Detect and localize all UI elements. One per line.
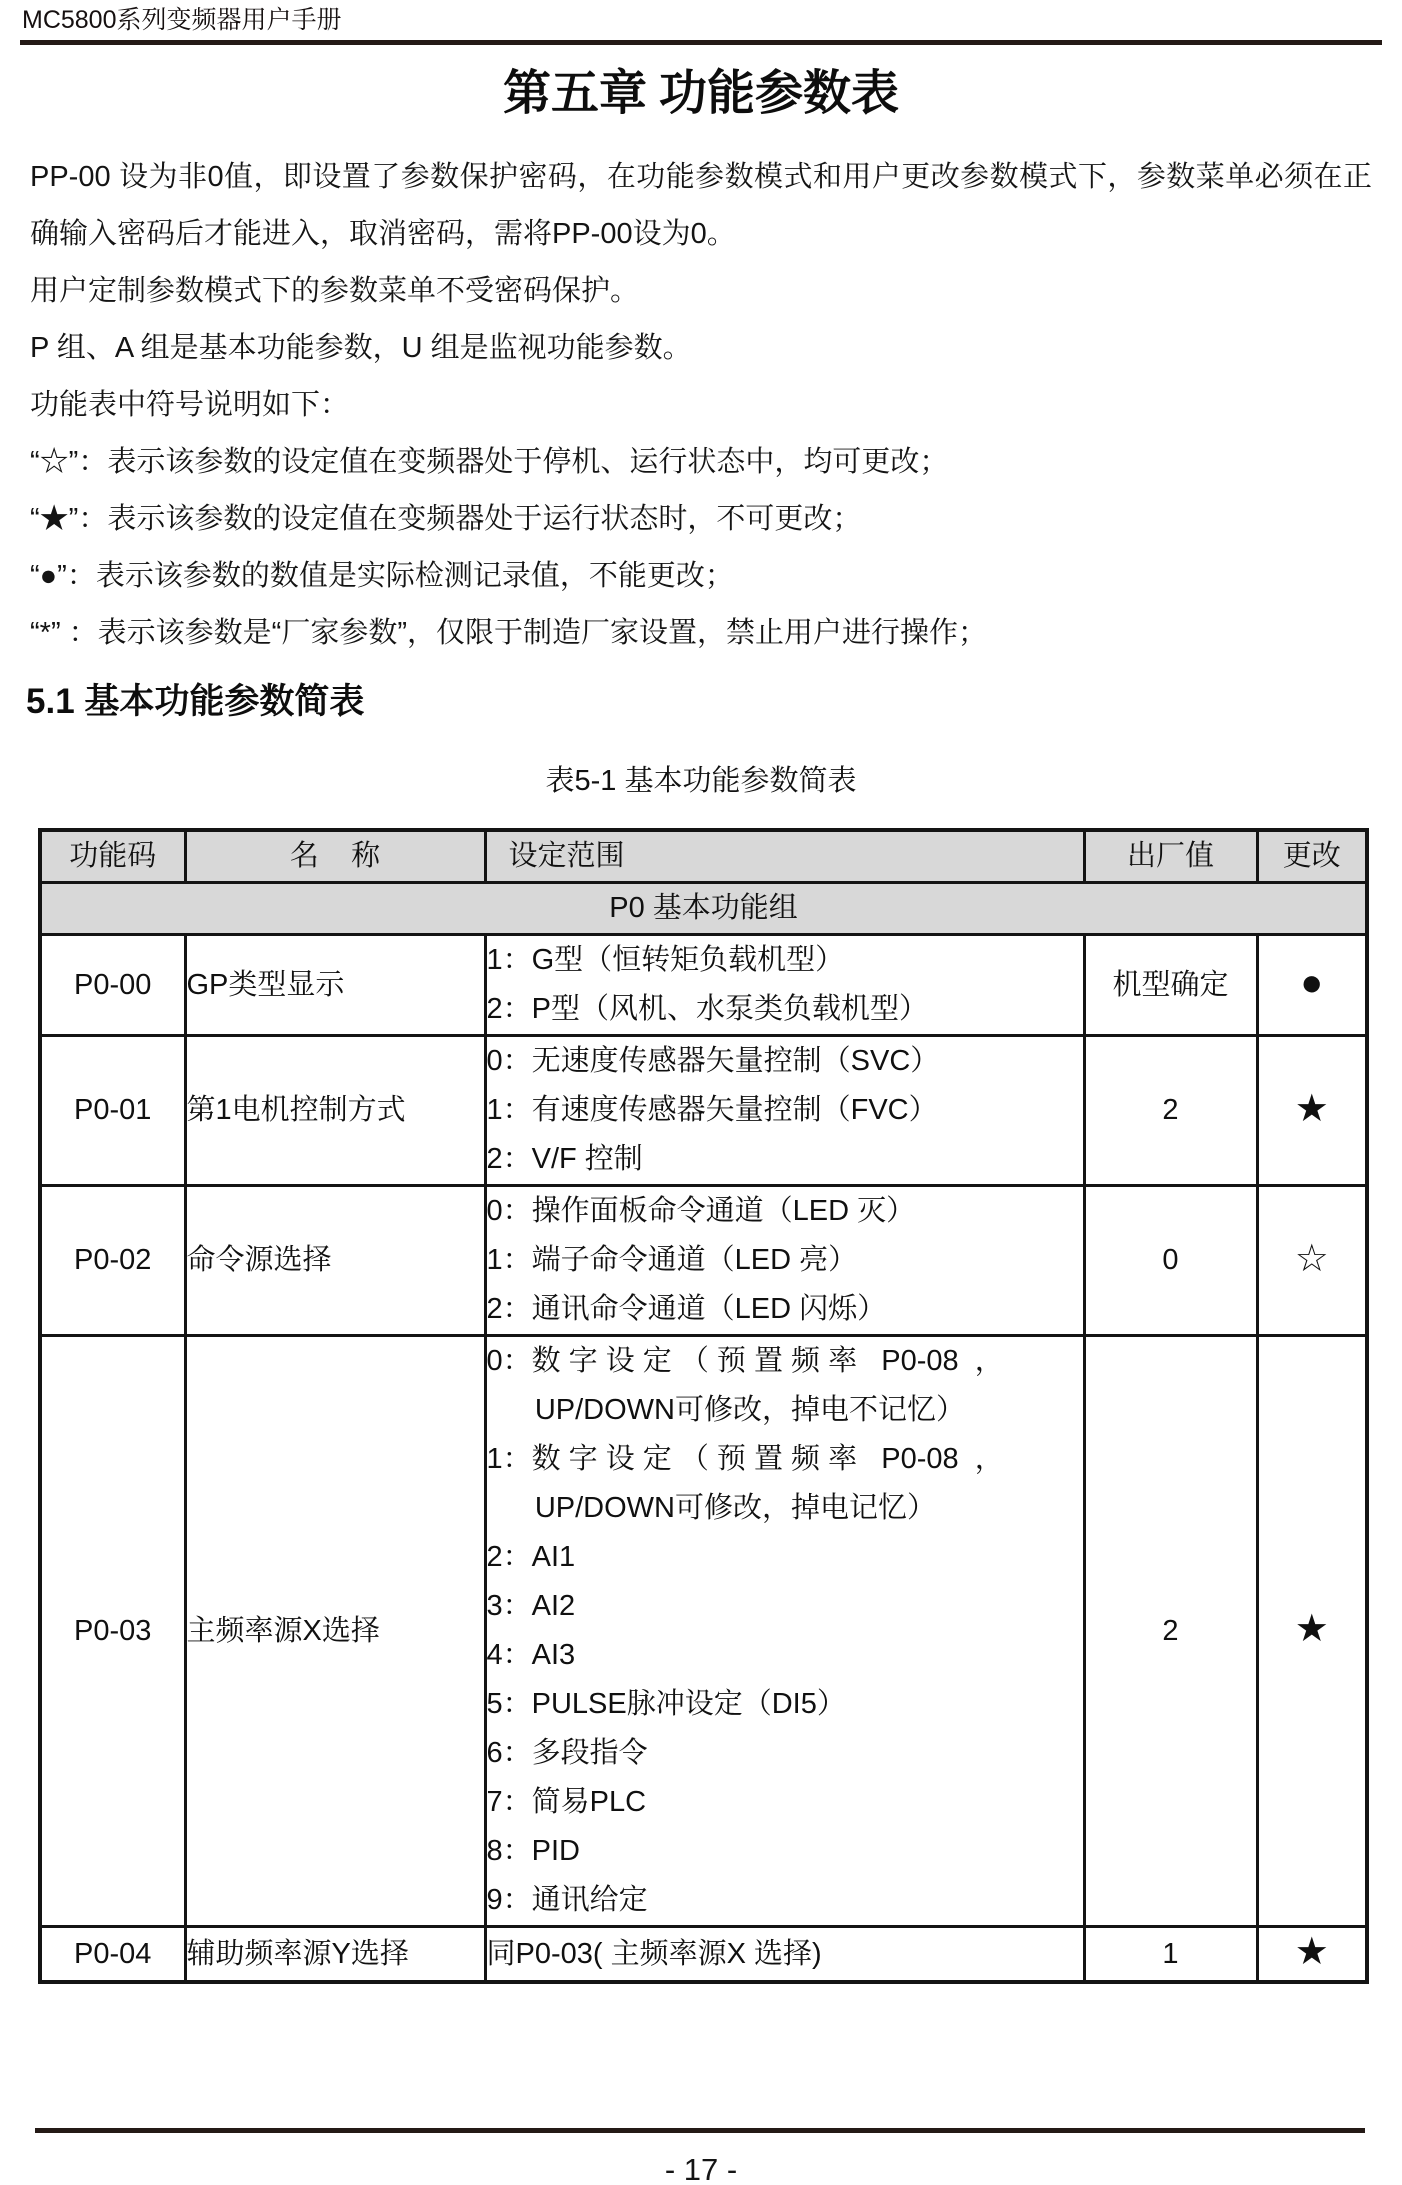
- range-line: 1：端子命令通道（LED 亮）: [486, 1244, 858, 1276]
- setting-range-cell: [485, 935, 1084, 1036]
- param-code-cell: P0-00: [40, 935, 185, 1036]
- range-line: 2：通讯命令通道（LED 闪烁）: [486, 1293, 887, 1325]
- intro-paragraph: 功能表中符号说明如下：: [30, 389, 350, 421]
- filled-star-icon: ★: [1294, 1608, 1329, 1650]
- change-flag-cell: [1257, 1927, 1367, 1983]
- param-name-cell: 辅助频率源Y选择: [185, 1927, 485, 1983]
- param-code-cell: P0-04: [40, 1927, 185, 1983]
- section-heading: 5.1 基本功能参数简表: [26, 682, 365, 721]
- table-row: [40, 1336, 1367, 1927]
- page-number: - 17 -: [664, 2152, 738, 2185]
- footer-divider: [35, 2128, 1365, 2133]
- range-line: 2：V/F 控制: [486, 1143, 643, 1175]
- intro-section: [30, 149, 1372, 662]
- factory-value-cell: 2: [1084, 1336, 1257, 1927]
- filled-star-icon: ★: [1294, 1087, 1329, 1130]
- range-line: 2：P型（风机、水泵类负载机型）: [486, 993, 928, 1025]
- range-line: 1：G型（恒转矩负载机型）: [486, 944, 845, 976]
- filled-circle-icon: ●: [1300, 962, 1324, 1004]
- symbol-legend-item-filled-circle: “●”：表示该参数的数值是实际检测记录值，不能更改；: [30, 560, 734, 592]
- intro-paragraph: PP-00 设为非0值，即设置了参数保护密码，在功能参数模式和用户更改参数模式下，参数菜单必须在正确输入密码后才能进入，取消密码，需将PP-00设为0。: [30, 161, 1372, 250]
- open-star-icon: ☆: [1294, 1237, 1329, 1280]
- factory-value-cell: 0: [1084, 1186, 1257, 1336]
- column-header-function-code: 功能码: [40, 830, 185, 883]
- param-name-cell: 命令源选择: [185, 1186, 485, 1336]
- range-line: 1：数 字 设 定 （ 预 置 频 率 P0-08 ，: [486, 1443, 1004, 1475]
- change-flag-cell: [1257, 1186, 1367, 1336]
- change-flag-cell: [1257, 935, 1367, 1036]
- filled-star-icon: ★: [1294, 1931, 1329, 1973]
- table-row: [40, 1927, 1367, 1983]
- symbol-legend-item-filled-star: “★”：表示该参数的设定值在变频器处于运行状态时，不可更改；: [30, 503, 862, 535]
- range-line: 同P0-03( 主频率源X 选择): [486, 1937, 822, 1970]
- param-code-cell: P0-03: [40, 1336, 185, 1927]
- range-line: 0：操作面板命令通道（LED 灭）: [486, 1195, 916, 1227]
- intro-paragraph: 用户定制参数模式下的参数菜单不受密码保护。: [30, 275, 640, 307]
- param-code-cell: P0-02: [40, 1186, 185, 1336]
- manual-header-title: MC5800系列变频器用户手册: [22, 6, 342, 34]
- param-name-cell: GP类型显示: [185, 935, 485, 1036]
- range-line: 5：PULSE脉冲设定（DI5）: [486, 1688, 846, 1720]
- setting-range-cell: [485, 1927, 1084, 1983]
- range-line: UP/DOWN可修改，掉电记忆）: [486, 1492, 937, 1524]
- chapter-title: 第五章 功能参数表: [502, 67, 899, 120]
- symbol-legend-item-open-star: “☆”：表示该参数的设定值在变频器处于停机、运行状态中，均可更改；: [30, 446, 949, 478]
- factory-value-cell: 机型确定: [1084, 935, 1257, 1036]
- symbol-legend-item-asterisk: “*” ：表示该参数是“厂家参数”，仅限于制造厂家设置，禁止用户进行操作；: [30, 617, 987, 649]
- column-header-factory-value: 出厂值: [1084, 830, 1257, 883]
- range-line: 4：AI3: [486, 1639, 576, 1671]
- table-header-row: [40, 830, 1367, 883]
- range-line: 8：PID: [486, 1835, 580, 1867]
- param-name-cell: 主频率源X选择: [185, 1336, 485, 1927]
- range-line: 0：无速度传感器矢量控制（SVC）: [486, 1045, 940, 1077]
- param-code-cell: P0-01: [40, 1036, 185, 1186]
- range-line: 6：多段指令: [486, 1737, 648, 1769]
- table-caption: 表5-1 基本功能参数简表: [545, 765, 857, 797]
- table-row: [40, 935, 1367, 1036]
- column-header-setting-range: 设定范围: [485, 830, 1084, 883]
- table-row: [40, 1036, 1367, 1186]
- column-header-name: 名 称: [185, 830, 485, 883]
- setting-range-cell: [485, 1186, 1084, 1336]
- factory-value-cell: 2: [1084, 1036, 1257, 1186]
- setting-range-cell: [485, 1336, 1084, 1927]
- range-line: UP/DOWN可修改，掉电不记忆）: [486, 1394, 966, 1426]
- parameter-table: [38, 828, 1369, 1984]
- group-header-label: P0 基本功能组: [40, 883, 1367, 935]
- change-flag-cell: [1257, 1336, 1367, 1927]
- header-divider: [20, 40, 1382, 45]
- group-header-row: [40, 883, 1367, 935]
- range-line: 2：AI1: [486, 1541, 576, 1573]
- range-line: 0：数 字 设 定 （ 预 置 频 率 P0-08 ，: [486, 1345, 1004, 1377]
- intro-paragraph: P 组、A 组是基本功能参数，U 组是监视功能参数。: [30, 332, 692, 364]
- range-line: 1：有速度传感器矢量控制（FVC）: [486, 1094, 938, 1126]
- range-line: 3：AI2: [486, 1590, 576, 1622]
- column-header-change: 更改: [1257, 830, 1367, 883]
- range-line: 7：简易PLC: [486, 1786, 647, 1818]
- range-line: 9：通讯给定: [486, 1884, 648, 1916]
- table-row: [40, 1186, 1367, 1336]
- setting-range-cell: [485, 1036, 1084, 1186]
- change-flag-cell: [1257, 1036, 1367, 1186]
- factory-value-cell: 1: [1084, 1927, 1257, 1983]
- param-name-cell: 第1电机控制方式: [185, 1036, 485, 1186]
